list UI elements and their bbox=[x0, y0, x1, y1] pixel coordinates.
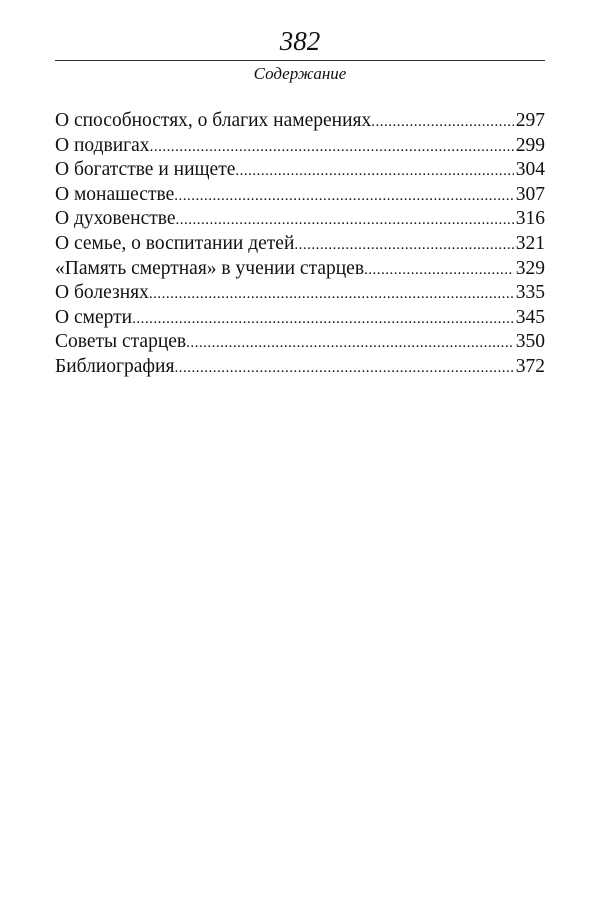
toc-entry-page: 307 bbox=[515, 183, 545, 205]
toc-entry-title: О духовенстве bbox=[55, 208, 176, 230]
toc-entry bbox=[55, 257, 545, 282]
running-title: Содержание bbox=[253, 64, 347, 83]
dot-leader bbox=[174, 355, 513, 380]
toc-entry-page: 350 bbox=[515, 331, 545, 353]
toc-entry-title: О подвигах bbox=[55, 134, 150, 156]
toc-entry bbox=[55, 281, 545, 306]
dot-leader bbox=[186, 330, 514, 355]
toc-entry-title: О болезнях bbox=[55, 282, 149, 304]
dot-leader bbox=[235, 158, 513, 183]
toc-entry-page: 345 bbox=[515, 306, 545, 328]
dot-leader bbox=[150, 134, 514, 159]
dot-leader bbox=[132, 306, 514, 331]
toc-entry-page: 316 bbox=[515, 208, 545, 230]
toc-entry bbox=[55, 306, 545, 331]
header-rule bbox=[55, 60, 545, 61]
table-of-contents bbox=[55, 109, 545, 380]
toc-entry-page: 299 bbox=[515, 134, 545, 156]
toc-entry bbox=[55, 158, 545, 183]
toc-entry-title: О монашестве bbox=[55, 183, 175, 205]
toc-entry-title: Советы старцев bbox=[55, 331, 187, 353]
toc-entry bbox=[55, 109, 545, 134]
toc-entry-page: 372 bbox=[515, 355, 545, 377]
toc-entry-title: Библиография bbox=[55, 355, 175, 377]
dot-leader bbox=[294, 232, 513, 257]
toc-entry bbox=[55, 134, 545, 159]
dot-leader bbox=[371, 109, 513, 134]
page-number: 382 bbox=[279, 26, 321, 56]
toc-entry bbox=[55, 355, 545, 380]
toc-entry-page: 335 bbox=[515, 282, 545, 304]
dot-leader bbox=[174, 183, 514, 208]
dot-leader bbox=[364, 257, 514, 282]
toc-entry-page: 297 bbox=[515, 110, 545, 131]
toc-entry-page: 329 bbox=[515, 257, 545, 279]
toc-entry bbox=[55, 330, 545, 355]
toc-entry-title: О способностях, о благих намерениях bbox=[55, 110, 372, 131]
toc-entry-title: О смерти bbox=[55, 306, 133, 328]
toc-entry-page: 321 bbox=[515, 232, 545, 254]
toc-entry-page: 304 bbox=[515, 159, 545, 181]
toc-entry-title: «Память смертная» в учении старцев bbox=[55, 257, 365, 279]
dot-leader bbox=[149, 281, 514, 306]
toc-entry bbox=[55, 183, 545, 208]
toc-entry-title: О семье, о воспитании детей bbox=[55, 232, 295, 254]
toc-entry bbox=[55, 207, 545, 232]
toc-entry bbox=[55, 232, 545, 257]
toc-entry-title: О богатстве и нищете bbox=[55, 159, 236, 181]
dot-leader bbox=[176, 207, 514, 232]
